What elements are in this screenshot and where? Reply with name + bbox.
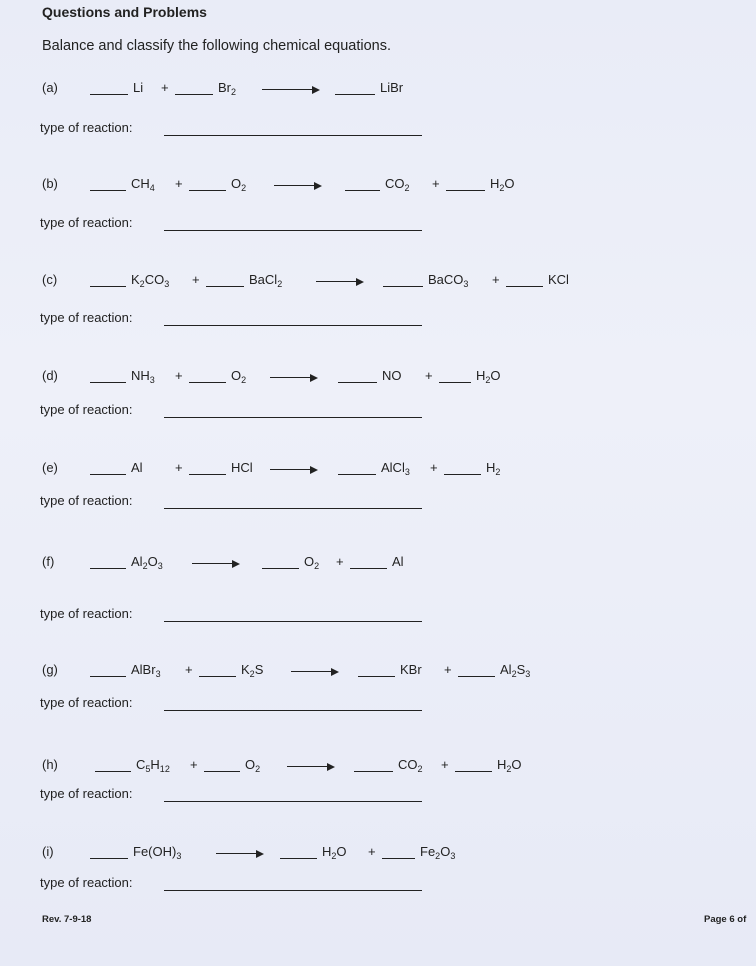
coefficient-blank[interactable] bbox=[444, 474, 481, 475]
reactant-formula: Li bbox=[133, 80, 144, 95]
reaction-type-blank[interactable] bbox=[164, 621, 422, 622]
equation-row bbox=[0, 176, 756, 196]
plus-sign: + bbox=[161, 80, 169, 95]
reaction-type-label: type of reaction: bbox=[40, 875, 133, 890]
equation-row bbox=[0, 460, 756, 480]
coefficient-blank[interactable] bbox=[506, 286, 543, 287]
reaction-type-label: type of reaction: bbox=[40, 215, 133, 230]
reaction-arrow bbox=[287, 766, 333, 767]
reaction-type-field bbox=[40, 310, 133, 325]
revision-date: Rev. 7-9-18 bbox=[42, 914, 92, 925]
plus-sign: + bbox=[336, 554, 344, 569]
reaction-type-blank[interactable] bbox=[164, 325, 422, 326]
coefficient-blank[interactable] bbox=[90, 858, 128, 859]
coefficient-blank[interactable] bbox=[204, 771, 240, 772]
coefficient-blank[interactable] bbox=[358, 676, 395, 677]
coefficient-blank[interactable] bbox=[338, 382, 377, 383]
reactant-formula: $Al_2O_3$ bbox=[131, 554, 163, 571]
equation-row bbox=[0, 844, 756, 864]
product-formula: $H_2O$ bbox=[476, 368, 501, 385]
coefficient-blank[interactable] bbox=[90, 94, 128, 95]
equation-label: (g) bbox=[42, 662, 58, 677]
reaction-type-blank[interactable] bbox=[164, 508, 422, 509]
coefficient-blank[interactable] bbox=[350, 568, 387, 569]
coefficient-blank[interactable] bbox=[189, 474, 226, 475]
reactant-formula: $O_2$ bbox=[245, 757, 261, 774]
reactant-formula: Al bbox=[131, 460, 143, 475]
product-formula: Al bbox=[392, 554, 404, 569]
equation-row bbox=[0, 80, 756, 100]
coefficient-blank[interactable] bbox=[90, 382, 126, 383]
reaction-type-label: type of reaction: bbox=[40, 786, 133, 801]
plus-sign: + bbox=[175, 176, 183, 191]
product-formula: $H_2O$ bbox=[490, 176, 515, 193]
product-formula: $CO_2$ bbox=[385, 176, 410, 193]
reactant-formula: $K_2S$ bbox=[241, 662, 264, 679]
equation-row bbox=[0, 554, 756, 574]
plus-sign: + bbox=[175, 460, 183, 475]
coefficient-blank[interactable] bbox=[382, 858, 415, 859]
reactant-formula: HCl bbox=[231, 460, 253, 475]
reaction-arrow bbox=[291, 671, 337, 672]
reaction-type-field bbox=[40, 695, 133, 710]
page-title: Questions and Problems bbox=[42, 4, 207, 20]
reaction-arrow bbox=[192, 563, 238, 564]
equation-row bbox=[0, 757, 756, 777]
reaction-type-blank[interactable] bbox=[164, 230, 422, 231]
reactant-formula: $K_2CO_3$ bbox=[131, 272, 170, 289]
product-formula: $H_2O$ bbox=[497, 757, 522, 774]
coefficient-blank[interactable] bbox=[458, 676, 495, 677]
reaction-type-field bbox=[40, 786, 133, 801]
reaction-type-blank[interactable] bbox=[164, 417, 422, 418]
coefficient-blank[interactable] bbox=[280, 858, 317, 859]
product-formula: BaCO$_3$ bbox=[428, 272, 469, 289]
equation-label: (f) bbox=[42, 554, 55, 569]
coefficient-blank[interactable] bbox=[262, 568, 299, 569]
reactant-formula: $O_2$ bbox=[231, 368, 247, 385]
product-formula: $O_2$ bbox=[304, 554, 320, 571]
reactant-formula: $Fe(OH)_3$ bbox=[133, 844, 182, 861]
equation-label: (h) bbox=[42, 757, 58, 772]
reactant-formula: $O_2$ bbox=[231, 176, 247, 193]
coefficient-blank[interactable] bbox=[90, 190, 126, 191]
reaction-type-label: type of reaction: bbox=[40, 493, 133, 508]
reactant-formula: BaCl$_2$ bbox=[249, 272, 283, 289]
coefficient-blank[interactable] bbox=[338, 474, 376, 475]
equation-label: (a) bbox=[42, 80, 58, 95]
reaction-type-label: type of reaction: bbox=[40, 402, 133, 417]
coefficient-blank[interactable] bbox=[455, 771, 492, 772]
product-formula: KCl bbox=[548, 272, 569, 287]
plus-sign: + bbox=[430, 460, 438, 475]
equation-row bbox=[0, 662, 756, 682]
reaction-type-label: type of reaction: bbox=[40, 606, 133, 621]
reaction-type-field bbox=[40, 493, 133, 508]
reaction-type-field bbox=[40, 120, 133, 135]
reactant-formula: $C_5H_{12}$ bbox=[136, 757, 170, 774]
coefficient-blank[interactable] bbox=[175, 94, 213, 95]
reaction-arrow bbox=[316, 281, 362, 282]
coefficient-blank[interactable] bbox=[90, 286, 126, 287]
product-formula: LiBr bbox=[380, 80, 404, 95]
reactant-formula: $NH_3$ bbox=[131, 368, 155, 385]
coefficient-blank[interactable] bbox=[189, 190, 226, 191]
reaction-type-blank[interactable] bbox=[164, 801, 422, 802]
plus-sign: + bbox=[185, 662, 193, 677]
coefficient-blank[interactable] bbox=[90, 568, 126, 569]
coefficient-blank[interactable] bbox=[90, 676, 126, 677]
reaction-type-label: type of reaction: bbox=[40, 310, 133, 325]
reaction-type-label: type of reaction: bbox=[40, 120, 133, 135]
equation-label: (e) bbox=[42, 460, 58, 475]
reaction-type-blank[interactable] bbox=[164, 710, 422, 711]
coefficient-blank[interactable] bbox=[199, 676, 236, 677]
reaction-arrow bbox=[270, 377, 316, 378]
plus-sign: + bbox=[425, 368, 433, 383]
reaction-arrow bbox=[274, 185, 320, 186]
product-formula: NO bbox=[382, 368, 402, 383]
reaction-arrow bbox=[270, 469, 316, 470]
product-formula: $H_2$ bbox=[486, 460, 501, 477]
reaction-type-field bbox=[40, 875, 133, 890]
coefficient-blank[interactable] bbox=[95, 771, 131, 772]
equation-row bbox=[0, 368, 756, 388]
equation-label: (c) bbox=[42, 272, 58, 287]
coefficient-blank[interactable] bbox=[189, 382, 226, 383]
instructions: Balance and classify the following chemical equations. bbox=[42, 38, 392, 54]
product-formula: $H_2O$ bbox=[322, 844, 347, 861]
equation-label: (b) bbox=[42, 176, 58, 191]
coefficient-blank[interactable] bbox=[446, 190, 485, 191]
reaction-type-field bbox=[40, 215, 133, 230]
plus-sign: + bbox=[441, 757, 449, 772]
plus-sign: + bbox=[175, 368, 183, 383]
product-formula: $CO_2$ bbox=[398, 757, 423, 774]
equation-row bbox=[0, 272, 756, 292]
page-number: Page 6 of bbox=[704, 914, 747, 925]
product-formula: $Al_2S_3$ bbox=[500, 662, 531, 679]
plus-sign: + bbox=[368, 844, 376, 859]
coefficient-blank[interactable] bbox=[335, 94, 375, 95]
reaction-type-blank[interactable] bbox=[164, 890, 422, 891]
product-formula: AlCl$_3$ bbox=[381, 460, 410, 477]
product-formula: KBr bbox=[400, 662, 422, 677]
reactant-formula: AlBr$_3$ bbox=[131, 662, 161, 679]
coefficient-blank[interactable] bbox=[206, 286, 244, 287]
coefficient-blank[interactable] bbox=[383, 286, 423, 287]
coefficient-blank[interactable] bbox=[439, 382, 471, 383]
plus-sign: + bbox=[444, 662, 452, 677]
reaction-type-field bbox=[40, 606, 133, 621]
reaction-type-blank[interactable] bbox=[164, 135, 422, 136]
reaction-type-field bbox=[40, 402, 133, 417]
coefficient-blank[interactable] bbox=[90, 474, 126, 475]
reaction-arrow bbox=[216, 853, 262, 854]
reactant-formula: $CH_4$ bbox=[131, 176, 155, 193]
coefficient-blank[interactable] bbox=[345, 190, 380, 191]
reactant-formula: $Br_2$ bbox=[218, 80, 237, 97]
reaction-arrow bbox=[262, 89, 318, 90]
plus-sign: + bbox=[192, 272, 200, 287]
plus-sign: + bbox=[432, 176, 440, 191]
reaction-type-label: type of reaction: bbox=[40, 695, 133, 710]
equation-label: (d) bbox=[42, 368, 58, 383]
equation-label: (i) bbox=[42, 844, 54, 859]
plus-sign: + bbox=[190, 757, 198, 772]
coefficient-blank[interactable] bbox=[354, 771, 393, 772]
plus-sign: + bbox=[492, 272, 500, 287]
product-formula: $Fe_2O_3$ bbox=[420, 844, 456, 861]
